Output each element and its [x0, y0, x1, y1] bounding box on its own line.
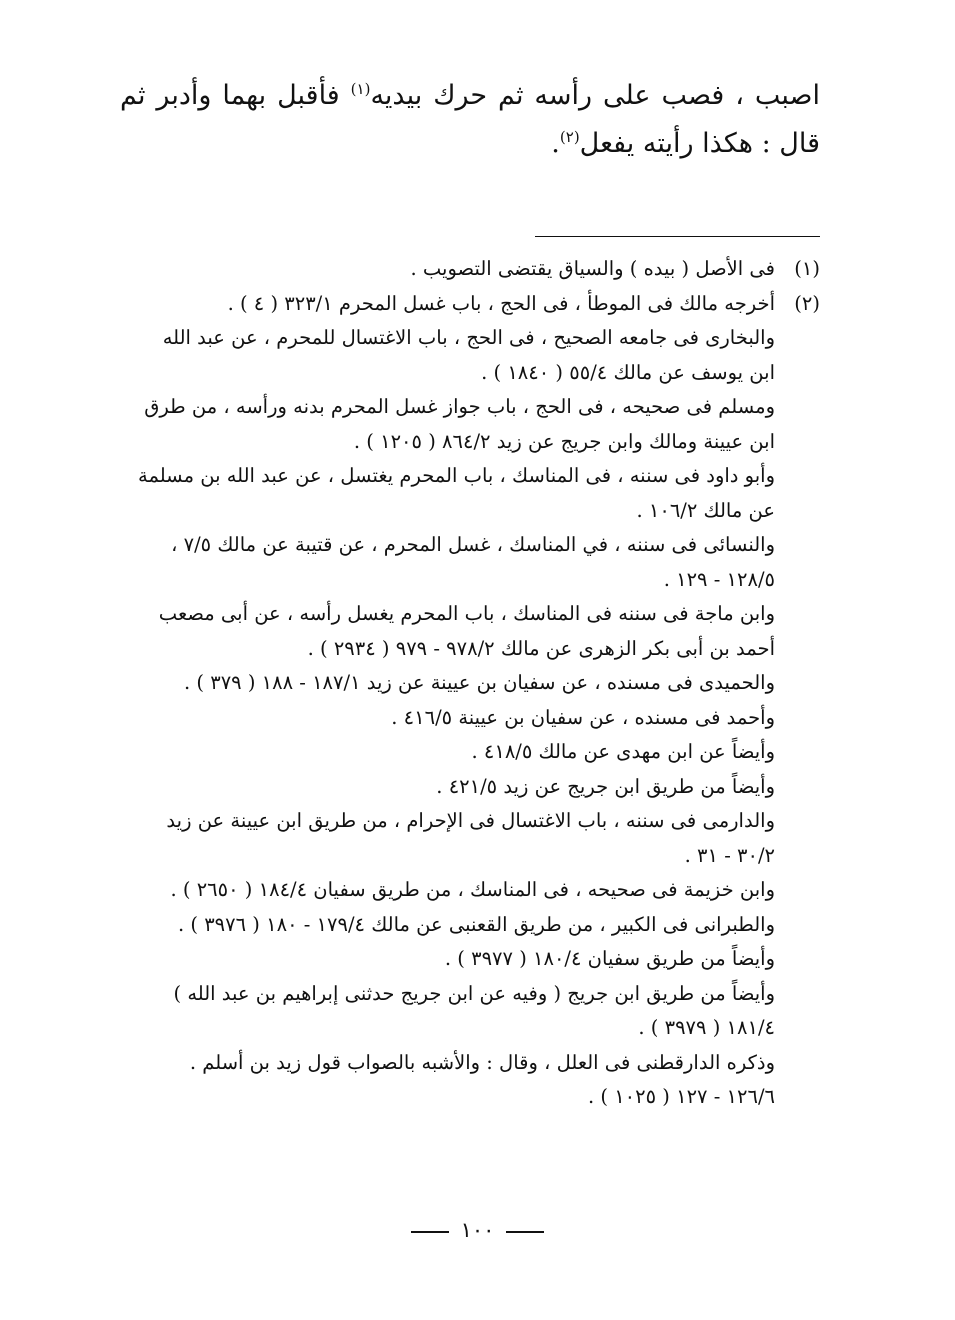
page-number — [0, 1218, 955, 1242]
footnote-text: فى الأصل ( بيده ) والسياق يقتضى التصويب . — [410, 257, 775, 280]
citation-line: والنسائى فى سننه ، في المناسك ، غسل المحرم ، عن قتيبة عن مالك ٧/٥ ، — [171, 533, 775, 556]
citation-line: وابن ماجة فى سننه فى المناسك ، باب المحرم يغسل رأسه ، عن أبى مصعب — [158, 602, 775, 625]
main-text-part-3: . — [551, 128, 560, 159]
footnote-separator — [535, 236, 820, 237]
citation-entry — [125, 804, 775, 873]
citation-entry — [125, 597, 775, 666]
citation-line: وأيضاً عن ابن مهدى عن مالك ٤١٨/٥ . — [471, 740, 775, 763]
citation-line: وابن خزيمة فى صحيحه ، فى المناسك ، من طريق سفيان ١٨٤/٤ ( ٢٦٥٠ ) . — [170, 878, 775, 901]
footnote-number: (١) — [794, 257, 820, 280]
citation-line: ١٢٦/٦ - ١٢٧ ( ١٠٢٥ ) . — [587, 1085, 775, 1108]
citation-line: ومسلم فى صحيحه ، فى الحج ، باب جواز غسل المحرم بدنه ورأسه ، من طرق — [144, 395, 775, 418]
citation-line: ٣٠/٢ - ٣١ . — [684, 843, 775, 867]
footnote-1 — [125, 252, 820, 287]
citation-list — [125, 321, 775, 1115]
citation-line: والبخارى فى جامعه الصحيح ، فى الحج ، باب الاغتسال للمحرم ، عن عبد الله — [162, 326, 775, 349]
citation-line: والدارمى فى سننه ، باب الاغتسال فى الإحرام ، من طريق ابن عيينة عن زيد — [166, 809, 775, 832]
citation-line: وذكره الدارقطنى فى العلل ، وقال : والأشبه بالصواب قول زيد بن أسلم . — [189, 1050, 775, 1074]
citation-entry — [125, 1046, 775, 1115]
citation-line: ابن يوسف عن مالك ٥٥/٤ ( ١٨٤٠ ) . — [481, 360, 775, 384]
citation-line: ١٨١/٤ ( ٣٩٧٩ ) . — [638, 1016, 775, 1039]
citation-entry — [125, 873, 775, 908]
footnote-ref-2: (٢) — [559, 128, 580, 146]
citation-entry — [125, 942, 775, 977]
citation-entry — [125, 701, 775, 736]
citation-entry — [125, 735, 775, 770]
citation-line: ١٢٨/٥ - ١٢٩ . — [663, 567, 775, 591]
dash-left — [506, 1231, 544, 1233]
citation-line: ابن عيينة ومالك وابن جريج عن زيد ٨٦٤/٢ ( ١٢٠٥ ) . — [353, 429, 775, 453]
footnote-2 — [125, 287, 820, 322]
citation-entry — [125, 977, 775, 1046]
citation-entry — [125, 908, 775, 943]
main-paragraph — [120, 72, 820, 168]
citation-line: وأيضاً من طريق ابن جريج عن زيد ٤٢١/٥ . — [436, 774, 775, 798]
citation-entry — [125, 390, 775, 459]
footnote-text: أخرجه مالك فى الموطأ ، فى الحج ، باب غسل المحرم ٣٢٣/١ ( ٤ ) . — [227, 291, 775, 315]
citation-entry — [125, 528, 775, 597]
citation-entry — [125, 666, 775, 701]
citation-line: أحمد بن أبى بكر الزهرى عن مالك ٩٧٨/٢ - ٩٧٩ ( ٢٩٣٤ ) . — [307, 636, 775, 660]
citation-entry — [125, 770, 775, 805]
citation-line: وأيضاً من طريق ابن جريج ( وفيه عن ابن جريج حدثنى إبراهيم بن عبد الله ) — [173, 981, 775, 1005]
dash-right — [411, 1231, 449, 1233]
main-text — [120, 72, 820, 168]
citation-line: وأيضاً من طريق سفيان ١٨٠/٤ ( ٣٩٧٧ ) . — [444, 947, 775, 970]
citation-entry — [125, 459, 775, 528]
citation-line: عن مالك ١٠٦/٢ . — [636, 498, 775, 522]
citation-line: والطبرانى فى الكبير ، من طريق القعنبى عن مالك ١٧٩/٤ - ١٨٠ ( ٣٩٧٦ ) . — [178, 912, 775, 936]
citation-line: والحميدى فى مسنده ، عن سفيان بن عيينة عن زيد ١٨٧/١ - ١٨٨ ( ٣٧٩ ) . — [184, 671, 775, 694]
page-number-value: ١٠٠ — [460, 1218, 495, 1242]
footnote-ref-1: (١) — [350, 80, 371, 98]
citation-line: وأبو داود فى سننه ، فى المناسك ، باب المحرم يغتسل ، عن عبد الله بن مسلمة — [138, 464, 775, 487]
footnote-2-entries — [125, 321, 820, 1115]
main-text-part-1: اصبب ، فصب على رأسه ثم حرك بيديه — [370, 80, 820, 111]
main-text-part-2: فأقبل بهما وأدبر ثم قال : هكذا رأيته يفعل — [120, 80, 820, 159]
footnote-number: (٢) — [794, 291, 820, 315]
citation-entry — [125, 321, 775, 390]
citation-line: وأحمد فى مسنده ، عن سفيان بن عيينة ٤١٦/٥ . — [391, 705, 775, 729]
footnotes — [125, 252, 820, 1115]
